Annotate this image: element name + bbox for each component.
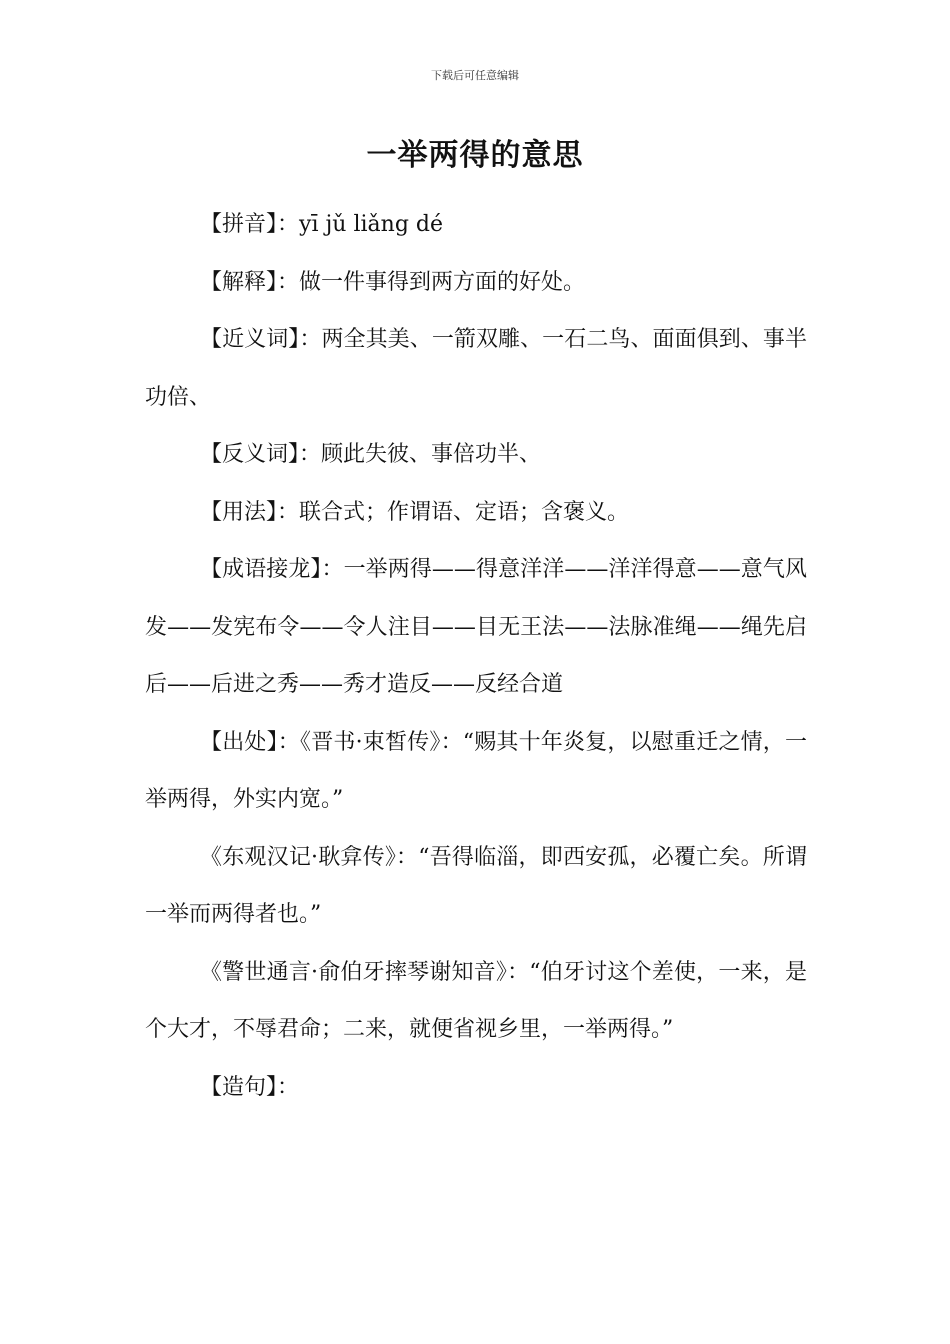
entry-source-3	[145, 944, 807, 1059]
entry-text: yī jǔ liǎng dé	[299, 212, 443, 237]
entry-label: 【拼音】：	[200, 212, 300, 237]
entry-text: 《警世通言·俞伯牙摔琴谢知音》：“伯牙讨这个差使，一来，是个大才，不辱君命；二来，就便省视乡里，一举两得。”	[145, 959, 807, 1042]
entry-text: 《晋书·束皙传》：“赐其十年炎复，以慰重迁之情，一举两得，外实内宽。”	[145, 729, 807, 812]
entry-label: 【近义词】：	[200, 327, 322, 352]
entry-antonyms	[145, 426, 807, 484]
entry-idiom-chain	[145, 541, 807, 714]
document-body	[145, 196, 807, 1116]
entry-label: 【出处】：	[200, 729, 300, 755]
entry-source-2	[145, 829, 807, 944]
entry-example	[145, 1059, 807, 1117]
page-title: 一举两得的意思	[366, 138, 584, 173]
entry-pinyin	[145, 196, 807, 254]
entry-usage	[145, 484, 807, 542]
entry-meaning	[145, 254, 807, 312]
entry-text: 联合式；作谓语、定语；含褒义。	[299, 499, 630, 525]
entry-label: 【解释】：	[200, 269, 300, 295]
entry-synonyms	[145, 311, 807, 426]
entry-label: 【用法】：	[200, 499, 300, 525]
entry-source	[145, 714, 807, 829]
entry-label: 【成语接龙】：	[200, 557, 344, 582]
entry-label: 【造句】：	[200, 1074, 300, 1100]
entry-text: 两全其美、一箭双雕、一石二鸟、面面俱到、事半功倍、	[145, 327, 807, 410]
entry-text: 做一件事得到两方面的好处。	[299, 269, 586, 295]
entry-label: 【反义词】：	[200, 442, 322, 467]
entry-text: 顾此失彼、事倍功半、	[321, 442, 542, 467]
entry-text: 《东观汉记·耿弇传》：“吾得临淄，即西安孤，必覆亡矣。所谓一举而两得者也。”	[145, 844, 807, 927]
header-note: 下载后可任意编辑	[431, 69, 519, 82]
entry-text: 一举两得——得意洋洋——洋洋得意——意气风发——发宪布令——令人注目——目无王法——法脉准绳——绳先启后——后进之秀——秀才造反——反经合道	[145, 557, 807, 697]
